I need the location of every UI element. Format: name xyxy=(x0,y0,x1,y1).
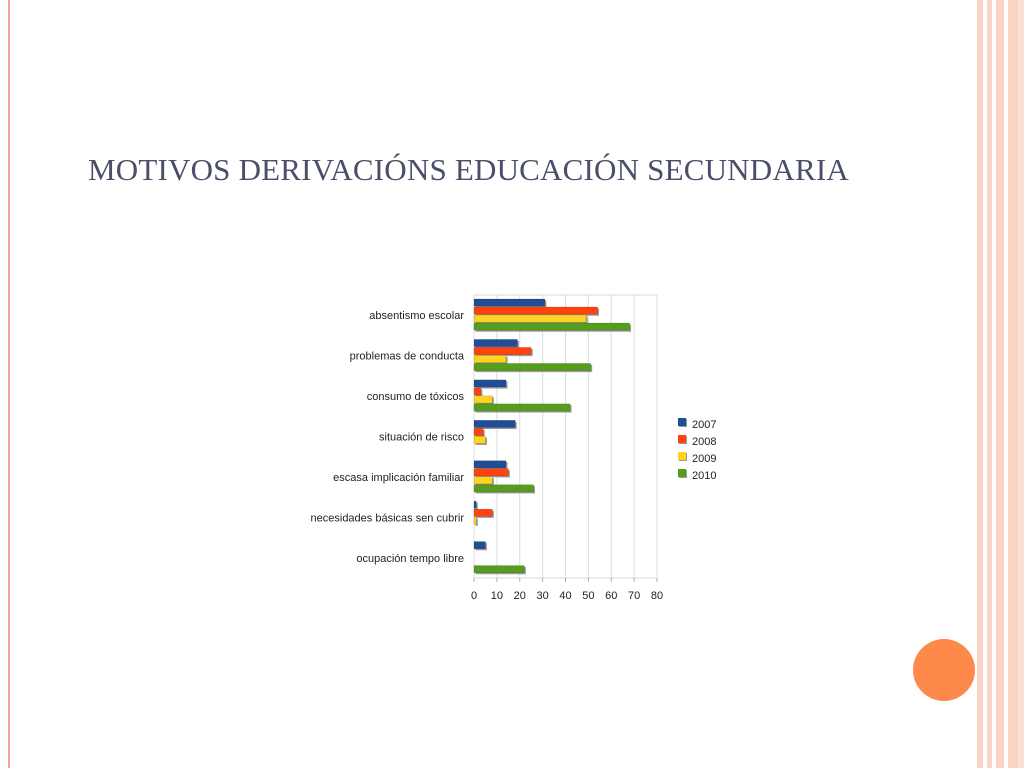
bar-2007 xyxy=(474,380,506,387)
bar-2009 xyxy=(474,517,476,524)
legend-label: 2009 xyxy=(692,453,717,465)
legend-swatch xyxy=(678,469,686,477)
category-label: situación de risco xyxy=(379,431,464,444)
legend-label: 2010 xyxy=(692,470,717,482)
bar-2008 xyxy=(474,469,508,476)
bar-2009 xyxy=(474,315,586,322)
legend-label: 2007 xyxy=(692,419,717,431)
category-label: escasa implicación familiar xyxy=(333,471,464,484)
bar-2009 xyxy=(474,355,506,362)
bar-2008 xyxy=(474,347,531,354)
bar-2008 xyxy=(474,428,483,435)
bar-2007 xyxy=(474,299,545,306)
x-tick-label: 30 xyxy=(536,590,549,602)
bar-2007 xyxy=(474,339,517,346)
bar-2007 xyxy=(474,420,515,427)
bar-2010 xyxy=(474,404,570,411)
bar-2010 xyxy=(474,485,533,492)
legend-swatch xyxy=(678,418,686,426)
bar-2010 xyxy=(474,323,630,330)
category-label: problemas de conducta xyxy=(349,350,464,363)
decor-circle xyxy=(913,639,975,701)
x-tick-label: 0 xyxy=(470,590,478,602)
bar-2009 xyxy=(474,436,485,443)
legend-swatch xyxy=(678,435,686,443)
x-tick-label: 40 xyxy=(559,590,572,602)
x-tick-label: 60 xyxy=(605,590,618,602)
bar-2007 xyxy=(474,461,506,468)
bar-2009 xyxy=(474,477,492,484)
bar-2008 xyxy=(474,509,492,516)
slide-title: MOTIVOS DERIVACIÓNS EDUCACIÓN SECUNDARIA xyxy=(88,152,849,187)
legend-swatch xyxy=(678,452,686,460)
bar-2009 xyxy=(474,396,492,403)
category-label: absentismo escolar xyxy=(369,310,464,323)
bar-2007 xyxy=(474,542,485,549)
category-label: necesidades básicas sen cubrir xyxy=(310,512,464,525)
bar-2008 xyxy=(474,388,481,395)
bar-2007 xyxy=(474,501,476,508)
category-label: consumo de tóxicos xyxy=(366,391,464,404)
bar-2010 xyxy=(474,363,591,370)
x-tick-label: 20 xyxy=(513,590,526,602)
x-tick-label: 10 xyxy=(490,590,503,602)
x-tick-label: 70 xyxy=(628,590,641,602)
legend-label: 2008 xyxy=(692,436,717,448)
bar-2008 xyxy=(474,307,598,314)
x-tick-label: 80 xyxy=(650,590,664,602)
bar-2010 xyxy=(474,566,524,573)
x-tick-label: 50 xyxy=(582,590,595,602)
category-label: ocupación tempo libre xyxy=(356,552,464,565)
